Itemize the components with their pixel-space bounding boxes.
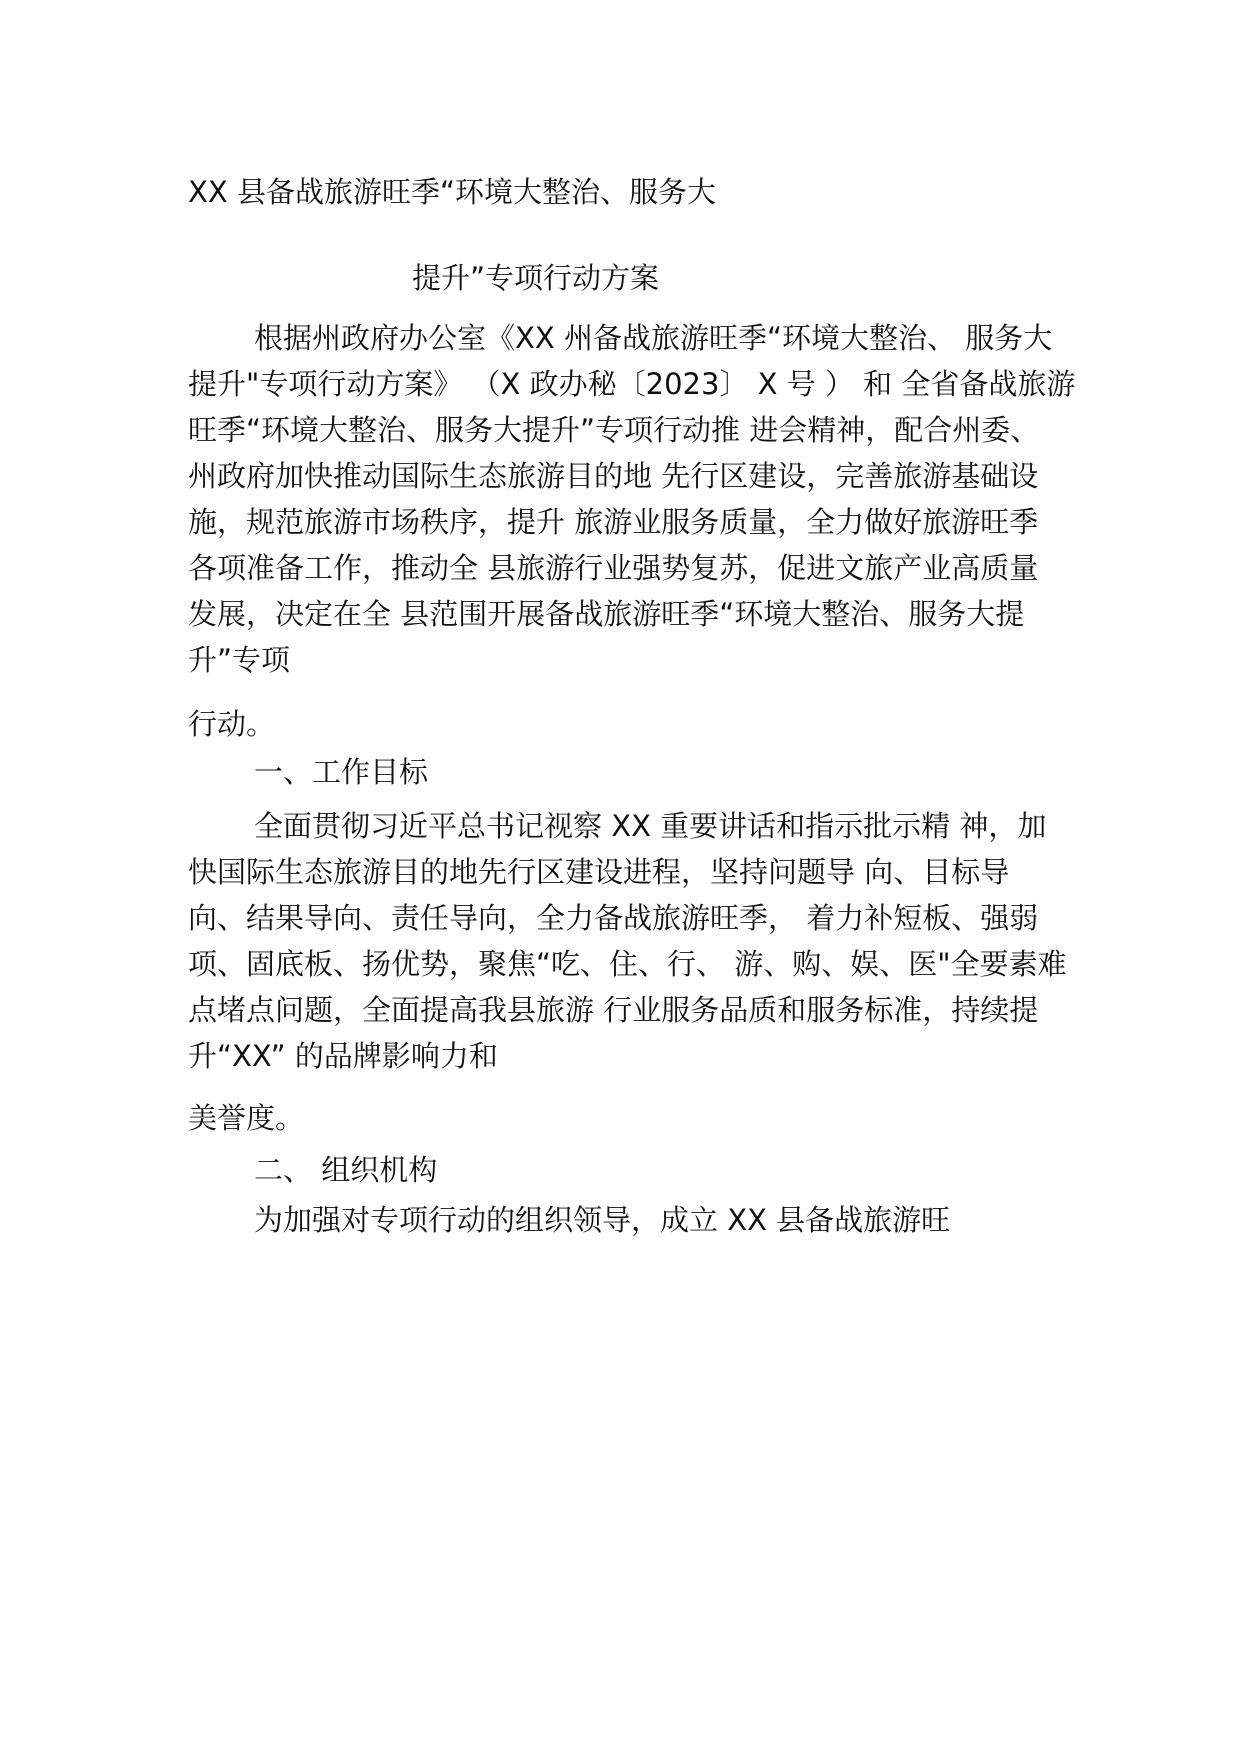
- intro-line-1: 根据州政府办公室《XX 州备战旅游旺季“环境大整治、 服务大: [254, 321, 1053, 355]
- intro-line-6: 各项准备工作，推动全 县旅游行业强势复苏，促进文旅产业高质量: [188, 551, 1039, 585]
- section-1-line-7: 美誉度。: [188, 1101, 305, 1135]
- section-2-line-1: 为加强对专项行动的组织领导，成立 XX 县备战旅游旺: [254, 1203, 951, 1237]
- section-1-line-3: 向、结果导向、责任导向，全力备战旅游旺季， 着力补短板、强弱: [188, 901, 1039, 935]
- section-1-line-1: 全面贯彻习近平总书记视察 XX 重要讲话和指示批示精 神，加: [254, 809, 1047, 843]
- section-2-heading: 二、 组织机构: [254, 1153, 438, 1187]
- intro-line-3: 旺季“环境大整治、服务大提升”专项行动推 进会精神，配合州委、: [188, 413, 1040, 447]
- section-1-heading: 一、工作目标: [254, 755, 429, 789]
- section-1-line-5: 点堵点问题，全面提高我县旅游 行业服务品质和服务标准，持续提: [188, 993, 1039, 1027]
- intro-line-8: 升”专项: [188, 643, 291, 677]
- intro-line-9: 行动。: [188, 707, 276, 741]
- intro-line-2: 提升"专项行动方案》 （X 政办秘〔2023〕 X 号 ） 和 全省备战旅游: [188, 367, 1076, 401]
- intro-line-4: 州政府加快推动国际生态旅游目的地 先行区建设，完善旅游基础设: [188, 459, 1039, 493]
- section-1-line-4: 项、固底板、扬优势，聚焦“吃、住、行、 游、购、娱、医"全要素难: [188, 947, 1067, 981]
- title-line-2: 提升”专项行动方案: [412, 261, 660, 295]
- section-1-line-2: 快国际生态旅游目的地先行区建设进程，坚持问题导 向、目标导: [188, 855, 1010, 889]
- intro-line-7: 发展，决定在全 县范围开展备战旅游旺季“环境大整治、服务大提: [188, 597, 1025, 631]
- intro-line-5: 施，规范旅游市场秩序，提升 旅游业服务质量，全力做好旅游旺季: [188, 505, 1039, 539]
- title-line-1: XX 县备战旅游旺季“环境大整治、服务大: [188, 175, 716, 209]
- section-1-line-6: 升“XX” 的品牌影响力和: [188, 1039, 498, 1073]
